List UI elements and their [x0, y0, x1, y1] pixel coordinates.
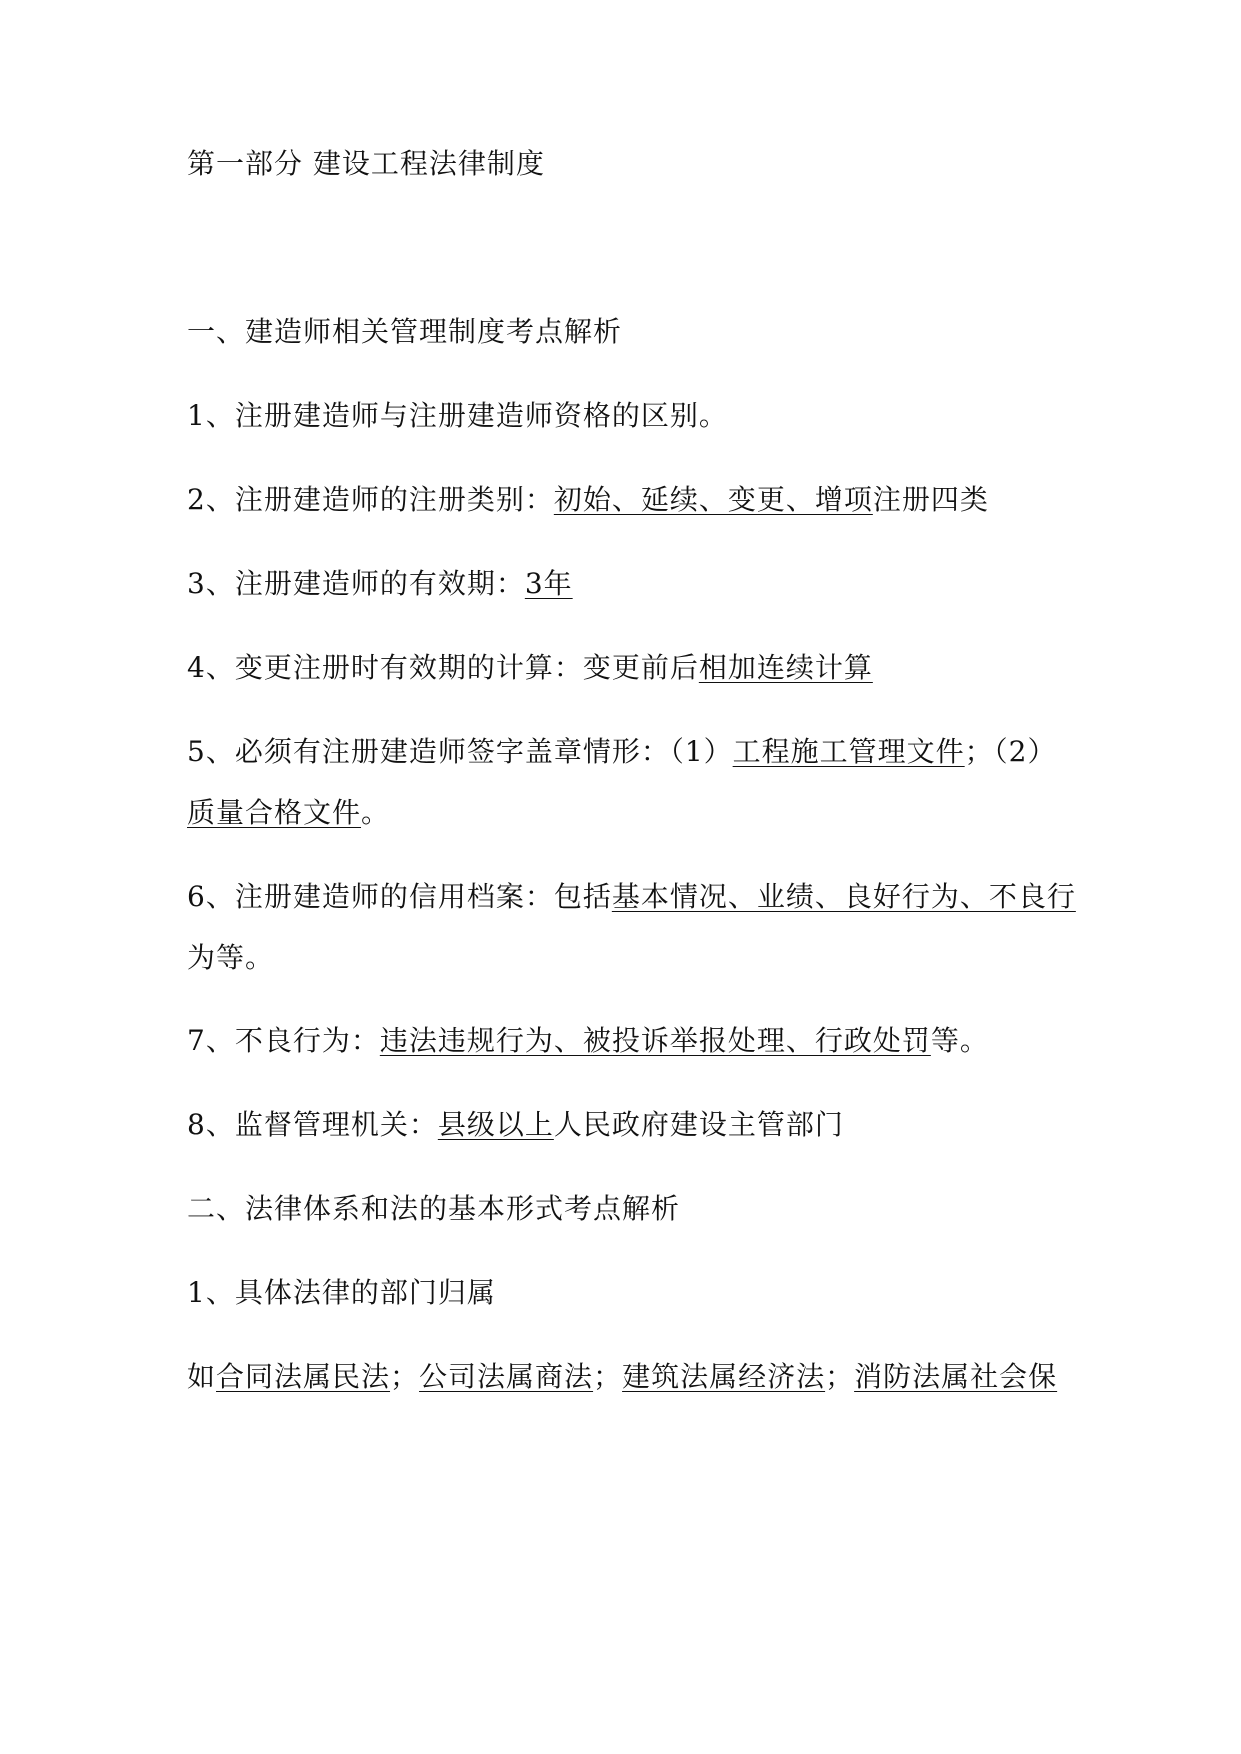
item-1-1: 1、注册建造师与注册建造师资格的区别。	[187, 399, 728, 432]
item-1-7: 7、不良行为：违法违规行为、被投诉举报处理、行政处罚等。	[187, 1024, 989, 1057]
underlined-text: 县级以上	[437, 1108, 554, 1141]
underlined-text: 建筑法属经济法	[622, 1360, 826, 1393]
underlined-text: 消防法属社会保	[854, 1360, 1058, 1393]
underlined-text: 工程施工管理文件	[732, 735, 965, 768]
item-1-5: 5、必须有注册建造师签字盖章情形：（1）工程施工管理文件；（2）	[187, 735, 1057, 768]
item-1-8: 8、监督管理机关：县级以上人民政府建设主管部门	[187, 1108, 844, 1141]
underlined-text: 初始、延续、变更、增项	[553, 483, 873, 516]
item-1-3: 3、注册建造师的有效期：3年	[187, 567, 573, 600]
underlined-text: 公司法属商法	[419, 1360, 594, 1393]
section-heading-1: 一、建造师相关管理制度考点解析	[187, 315, 623, 348]
underlined-text: 合同法属民法	[216, 1360, 391, 1393]
underlined-text: 相加连续计算	[698, 651, 873, 684]
underlined-text: 质量合格文件	[187, 796, 362, 829]
example-line: 如合同法属民法；公司法属商法；建筑法属经济法；消防法属社会保	[187, 1360, 1058, 1393]
item-1-5-continued: 质量合格文件。	[187, 796, 391, 829]
underlined-text: 3年	[524, 567, 573, 600]
underlined-text: 基本情况、业绩、良好行为、不良行	[611, 880, 1076, 913]
item-1-6: 6、注册建造师的信用档案：包括基本情况、业绩、良好行为、不良行	[187, 880, 1076, 913]
item-1-6-continued: 为等。	[187, 941, 275, 974]
part-title: 第一部分 建设工程法律制度	[187, 147, 545, 180]
item-2-1: 1、具体法律的部门归属	[187, 1276, 496, 1309]
item-1-2: 2、注册建造师的注册类别：初始、延续、变更、增项注册四类	[187, 483, 989, 516]
section-heading-2: 二、法律体系和法的基本形式考点解析	[187, 1192, 681, 1225]
underlined-text: 违法违规行为、被投诉举报处理、行政处罚	[379, 1024, 931, 1057]
item-1-4: 4、变更注册时有效期的计算：变更前后相加连续计算	[187, 651, 873, 684]
